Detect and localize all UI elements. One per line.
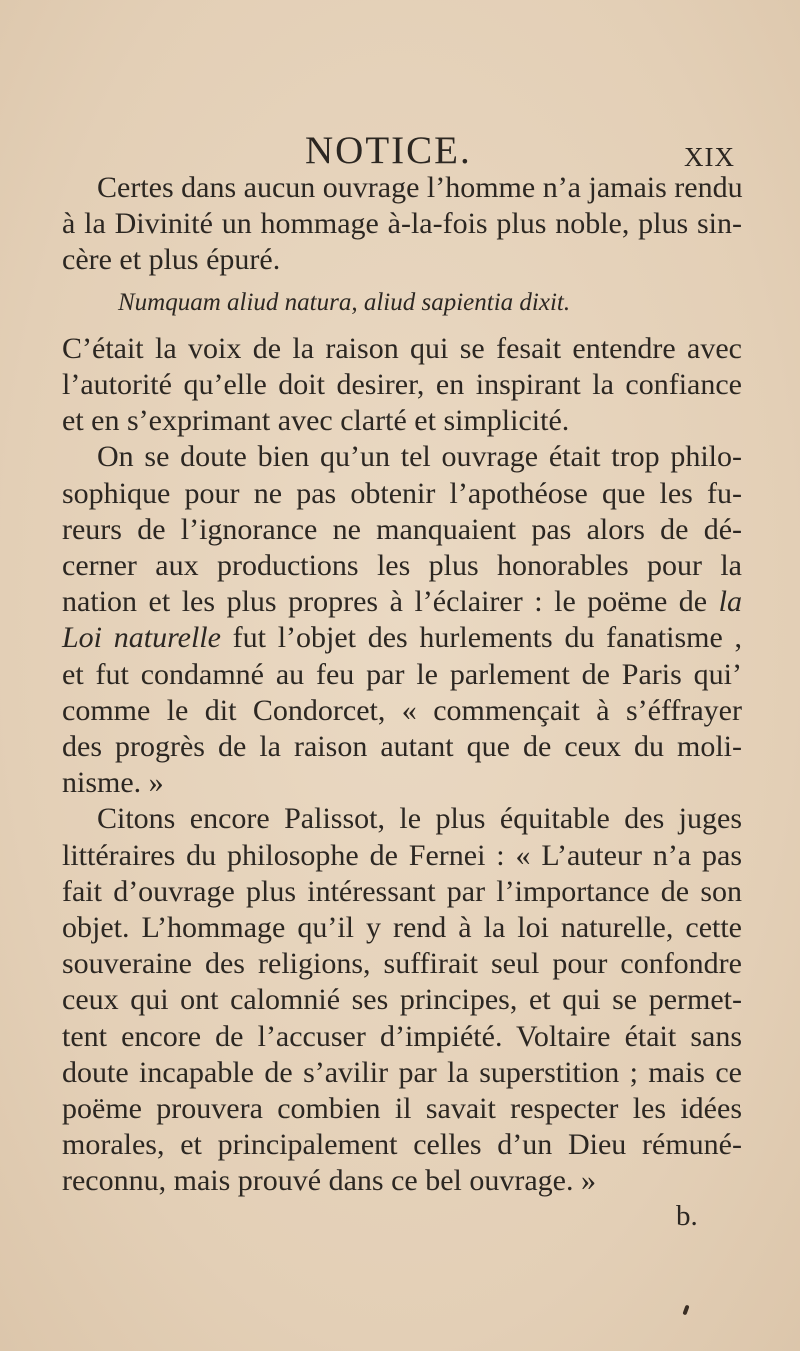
ink-speck <box>682 1305 689 1316</box>
text-line: sophique pour ne pas obtenir l’apothéose que les fu- <box>62 476 742 510</box>
text-line: ceux qui ont calomnié ses principes, et qui se permet- <box>62 983 742 1017</box>
text-line: nisme. » <box>62 766 164 800</box>
text-run: nation et les plus propres à l’éclairer : le poëme de <box>62 585 719 619</box>
text-line <box>62 618 742 658</box>
text-line: reconnu, mais prouvé dans ce bel ouvrage. » <box>62 1164 596 1198</box>
text-line: à la Divinité un hommage à-la-fois plus noble, plus sin- <box>62 207 742 241</box>
text-line: Certes dans aucun ouvrage l’homme n’a jamais rendu <box>97 171 743 204</box>
text-line: cerner aux productions les plus honorables pour la <box>62 549 742 582</box>
text-line: Citons encore Palissot, le plus équitable des juges <box>97 802 742 836</box>
text-line: et fut condamné au feu par le parlement de Paris qui’ <box>62 657 742 691</box>
text-line: reurs de l’ignorance ne manquaient pas alors de dé- <box>62 512 742 546</box>
text-line: C’était la voix de la raison qui se fesait entendre avec <box>62 331 742 365</box>
italic-word: la <box>718 585 742 619</box>
running-title: NOTICE. <box>305 129 472 172</box>
text-line: tent encore de l’accuser d’impiété. Voltaire était sans <box>62 1019 742 1053</box>
text-line: littéraires du philosophe de Fernei : « L’auteur n’a pas <box>62 838 742 872</box>
text-line: objet. L’hommage qu’il y rend à la loi naturelle, cette <box>62 911 742 944</box>
text-line: On se doute bien qu’un tel ouvrage était trop philo- <box>97 440 742 474</box>
text-line: des progrès de la raison autant que de ceux du moli- <box>62 730 742 763</box>
text-line: cère et plus épuré. <box>62 243 281 277</box>
text-line: fait d’ouvrage plus intéressant par l’importance de son <box>62 874 742 908</box>
text-line: l’autorité qu’elle doit desirer, en inspirant la confiance <box>62 368 742 401</box>
page-number: XIX <box>684 142 735 172</box>
text-line: poëme prouvera combien il savait respecter les idées <box>62 1092 742 1125</box>
latin-epigraph: Numquam aliud natura, aliud sapientia dixit. <box>118 288 571 316</box>
text-line: comme le dit Condorcet, « commençait à s’éffrayer <box>62 693 742 727</box>
text-line: doute incapable de s’avilir par la superstition ; mais ce <box>62 1055 742 1089</box>
text-run: fut l’objet des hurlements du fanatisme , <box>220 621 742 655</box>
text-line: souveraine des religions, suffirait seul pour confondre <box>62 947 742 981</box>
text-line: morales, et principalement celles d’un Dieu rémuné- <box>62 1128 742 1162</box>
text-line: et en s’exprimant avec clarté et simplicité. <box>62 404 570 438</box>
signature-mark: b. <box>676 1199 698 1232</box>
text-line <box>62 582 742 622</box>
poem-title: Loi naturelle <box>62 621 221 655</box>
